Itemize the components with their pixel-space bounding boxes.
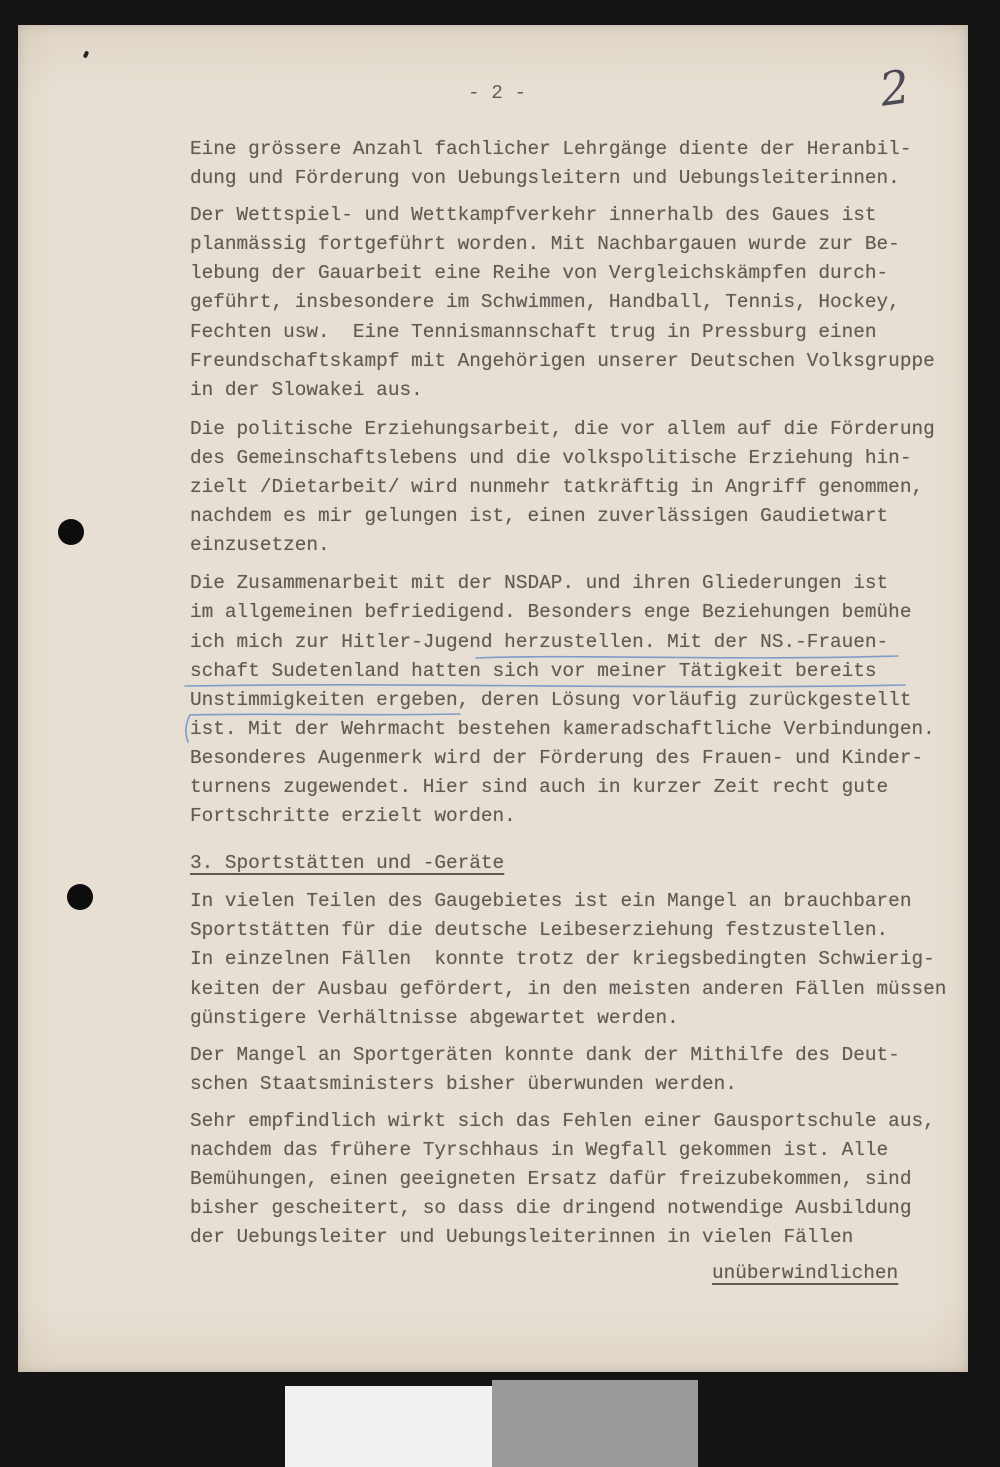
text-line: Die politische Erziehungsarbeit, die vor allem auf die Förderung [190, 417, 935, 440]
text-line: Besonderes Augenmerk wird der Förderung des Frauen- und Kinder- [190, 746, 924, 769]
paper-sheet [18, 25, 968, 1372]
punch-hole [67, 884, 93, 910]
text-line: günstigere Verhältnisse abgewartet werden. [190, 1006, 679, 1029]
text-line: nachdem es mir gelungen ist, einen zuverlässigen Gaudietwart [190, 505, 889, 528]
paragraph [190, 415, 960, 560]
text-line: Sehr empfindlich wirkt sich das Fehlen einer Gausportschule aus, [190, 1109, 935, 1132]
color-calibration-white [285, 1386, 492, 1467]
text-line: des Gemeinschaftslebens und die volkspolitische Erziehung hin- [190, 446, 912, 469]
page-number: - 2 - [468, 82, 527, 104]
paragraph [190, 1107, 960, 1252]
paragraph [190, 887, 960, 1032]
text-line: geführt, insbesondere im Schwimmen, Handball, Tennis, Hockey, [190, 291, 900, 314]
text-line: turnens zugewendet. Hier sind auch in kurzer Zeit recht gute [190, 775, 889, 798]
text-line: Eine grössere Anzahl fachlicher Lehrgänge diente der Heranbil- [190, 138, 912, 160]
text-line: zielt /Dietarbeit/ wird nunmehr tatkräftig in Angriff genommen, [190, 476, 924, 499]
text-line: planmässig fortgeführt worden. Mit Nachbargauen wurde zur Be- [190, 233, 900, 256]
paragraph [190, 1041, 960, 1099]
document-body [190, 135, 960, 1288]
text-line: keiten der Ausbau gefördert, in den meisten anderen Fällen müssen [190, 977, 947, 1000]
paragraph [190, 201, 960, 405]
text-line: Sportstätten für die deutsche Leibeserziehung festzustellen. [190, 919, 889, 942]
text-line: ist. Mit der Wehrmacht bestehen kameradschaftliche Verbindungen. [190, 717, 935, 740]
text-line: bisher gescheitert, so dass die dringend notwendige Ausbildung [190, 1197, 912, 1220]
text-line: der Uebungsleiter und Uebungsleiterinnen in vielen Fällen [190, 1226, 854, 1249]
color-calibration-grey [492, 1380, 698, 1467]
paragraph [190, 135, 960, 193]
ink-speck [83, 50, 90, 58]
text-line: dung und Förderung von Uebungsleitern und Uebungsleiterinnen. [190, 167, 900, 190]
text-line: schen Staatsministers bisher überwunden werden. [190, 1072, 737, 1095]
text-line: In einzelnen Fällen konnte trotz der kriegsbedingten Schwierig- [190, 948, 935, 971]
text-line: Der Wettspiel- und Wettkampfverkehr innerhalb des Gaues ist [190, 204, 877, 227]
text-line: Fechten usw. Eine Tennismannschaft trug in Pressburg einen [190, 320, 877, 343]
text-line: nachdem das frühere Tyrschhaus in Wegfall gekommen ist. Alle [190, 1139, 889, 1161]
text-line: Freundschaftskampf mit Angehörigen unserer Deutschen Volksgruppe [190, 349, 935, 372]
text-line: Der Mangel an Sportgeräten konnte dank der Mithilfe des Deut- [190, 1043, 900, 1066]
punch-hole [58, 519, 84, 545]
text-line: Die Zusammenarbeit mit der NSDAP. und ihren Gliederungen ist [190, 572, 889, 595]
text-line: ich mich zur Hitler-Jugend herzustellen. Mit der NS.-Frauen- [190, 630, 889, 653]
text-line: In vielen Teilen des Gaugebietes ist ein Mangel an brauchbaren [190, 890, 912, 913]
catchword: unüberwindlichen [712, 1262, 899, 1285]
text-line: in der Slowakei aus. [190, 378, 423, 401]
text-line: einzusetzen. [190, 534, 330, 557]
text-line: Fortschritte erzielt worden. [190, 805, 516, 828]
text-line: Unstimmigkeiten ergeben, deren Lösung vorläufig zurückgestellt [190, 688, 912, 711]
section-heading: 3. Sportstätten und -Geräte [190, 852, 505, 875]
text-line: Bemühungen, einen geeigneten Ersatz dafür freizubekommen, sind [190, 1168, 912, 1191]
handwritten-folio-number: 2 [876, 59, 913, 117]
paragraph [190, 569, 960, 831]
text-line: im allgemeinen befriedigend. Besonders enge Beziehungen bemühe [190, 601, 912, 624]
text-line: schaft Sudetenland hatten sich vor meiner Tätigkeit bereits [190, 659, 877, 682]
text-line: lebung der Gauarbeit eine Reihe von Vergleichskämpfen durch- [190, 262, 889, 285]
